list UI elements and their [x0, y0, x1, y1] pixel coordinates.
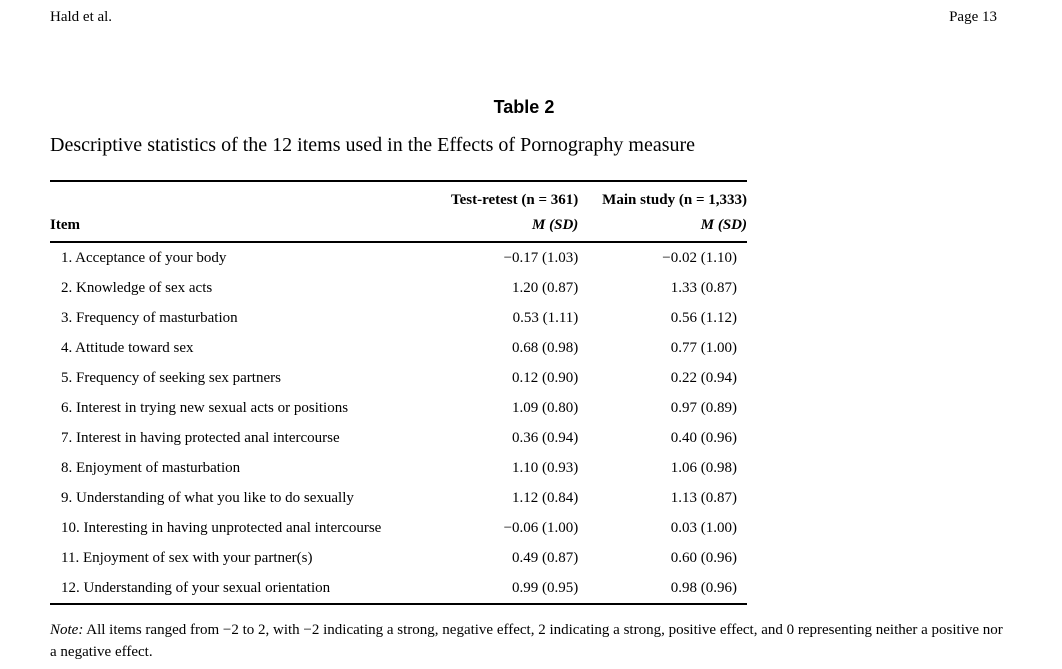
main-study-cell: 0.56 (1.12) — [670, 309, 737, 326]
table-row — [50, 423, 747, 453]
item-cell: 6. Interest in trying new sexual acts or positions — [61, 399, 349, 416]
main-study-cell: 0.22 (0.94) — [670, 369, 737, 386]
item-cell: 2. Knowledge of sex acts — [61, 279, 213, 296]
item-cell: 5. Frequency of seeking sex partners — [61, 369, 281, 386]
table-label: Table 2 — [493, 97, 555, 117]
table-row — [50, 513, 747, 543]
test-retest-cell: 1.10 (0.93) — [512, 459, 579, 476]
item-cell: 3. Frequency of masturbation — [61, 309, 238, 326]
test-retest-cell: 1.09 (0.80) — [512, 399, 579, 416]
table-row — [50, 483, 747, 513]
test-retest-cell: 1.20 (0.87) — [512, 279, 579, 296]
table-header-row-stats — [50, 212, 747, 242]
item-cell: 4. Attitude toward sex — [61, 339, 194, 356]
main-study-cell: 0.98 (0.96) — [578, 573, 747, 604]
table-row — [50, 543, 747, 573]
header-test-retest: Test-retest (n = 361) — [451, 181, 578, 212]
main-study-cell: −0.02 (1.10) — [662, 249, 737, 266]
descriptive-statistics-table — [50, 180, 747, 605]
header-test-retest-stat: M (SD) — [451, 212, 578, 242]
item-cell: 9. Understanding of what you like to do sexually — [61, 489, 354, 506]
test-retest-cell: 0.53 (1.11) — [512, 309, 579, 326]
table-header-row-groups — [50, 181, 747, 212]
item-cell: 8. Enjoyment of masturbation — [61, 459, 241, 476]
page-number: Page 13 — [949, 9, 997, 25]
item-cell: 1. Acceptance of your body — [61, 249, 227, 266]
main-study-cell: 1.13 (0.87) — [670, 489, 737, 506]
test-retest-cell: 0.99 (0.95) — [451, 573, 578, 604]
table-body — [50, 242, 747, 604]
header-main-study: Main study (n = 1,333) — [578, 181, 747, 212]
item-cell: 10. Interesting in having unprotected anal intercourse — [61, 519, 382, 536]
table-row — [50, 573, 747, 604]
header-empty-cell — [50, 181, 451, 212]
main-study-cell: 0.97 (0.89) — [670, 399, 737, 416]
main-study-cell: 0.03 (1.00) — [670, 519, 737, 536]
test-retest-cell: 0.49 (0.87) — [512, 549, 579, 566]
item-cell: 7. Interest in having protected anal intercourse — [61, 429, 340, 446]
table-title: Descriptive statistics of the 12 items used in the Effects of Pornography measure — [50, 134, 696, 156]
test-retest-cell: 0.36 (0.94) — [512, 429, 579, 446]
main-study-cell: 1.06 (0.98) — [670, 459, 737, 476]
note-label: Note: — [50, 622, 84, 638]
main-study-cell: 0.77 (1.00) — [670, 339, 737, 356]
item-cell: 11. Enjoyment of sex with your partner(s) — [61, 549, 313, 566]
main-study-cell: 1.33 (0.87) — [670, 279, 737, 296]
table-row — [50, 273, 747, 303]
table-row — [50, 303, 747, 333]
test-retest-cell: 0.68 (0.98) — [512, 339, 579, 356]
table-row — [50, 333, 747, 363]
table-row — [50, 393, 747, 423]
test-retest-cell: 1.12 (0.84) — [512, 489, 579, 506]
item-cell: 12. Understanding of your sexual orientation — [50, 573, 451, 604]
note-text: All items ranged from −2 to 2, with −2 indicating a strong, negative effect, 2 indicating a strong, positive effect, and 0 representing neither a positive nor a negative effect. — [50, 622, 1003, 660]
table-row — [50, 242, 747, 273]
main-study-cell: 0.60 (0.96) — [670, 549, 737, 566]
main-study-cell: 0.40 (0.96) — [670, 429, 737, 446]
table-row — [50, 453, 747, 483]
table-row — [50, 363, 747, 393]
header-item: Item — [50, 212, 451, 242]
test-retest-cell: 0.12 (0.90) — [512, 369, 579, 386]
table — [50, 180, 747, 605]
header-main-study-stat: M (SD) — [578, 212, 747, 242]
running-head-author: Hald et al. — [50, 9, 113, 25]
table-note — [50, 619, 1010, 663]
test-retest-cell: −0.17 (1.03) — [503, 249, 579, 266]
test-retest-cell: −0.06 (1.00) — [503, 519, 579, 536]
